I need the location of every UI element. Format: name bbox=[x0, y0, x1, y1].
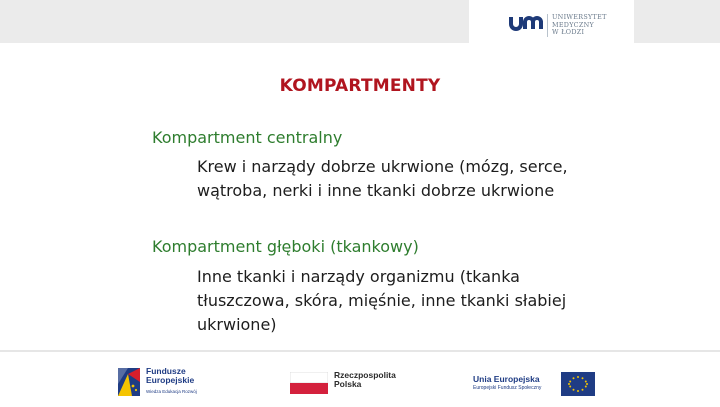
unia-europejska-text: Unia Europejska bbox=[473, 374, 540, 384]
unia-europejska-logo bbox=[473, 370, 603, 398]
europejskie-text: Europejskie bbox=[146, 375, 195, 385]
body-line: ukrwione) bbox=[197, 315, 277, 334]
slide-title bbox=[0, 76, 720, 96]
footer-logos bbox=[0, 350, 720, 407]
slide-title-text: KOMPARTMENTY bbox=[279, 76, 441, 96]
fundusze-europejskie-icon bbox=[118, 368, 142, 398]
rzeczpospolita-polska-logo bbox=[290, 368, 410, 400]
body-line: tłuszczowa, skóra, mięśnie, inne tkanki słabiej bbox=[197, 291, 567, 310]
body-line: Krew i narządy dobrze ukrwione (mózg, serce, bbox=[197, 157, 568, 176]
section-body-deep bbox=[197, 265, 597, 337]
university-name-line: UNIWERSYTET bbox=[552, 13, 607, 21]
university-name-line: MEDYCZNY bbox=[552, 20, 594, 29]
section-body-central bbox=[197, 155, 597, 203]
fundusze-europejskie-logo bbox=[118, 366, 238, 400]
section-heading-deep: Kompartment głęboki (tkankowy) bbox=[152, 237, 419, 256]
polska-text: Polska bbox=[334, 379, 362, 389]
efs-text: Europejski Fundusz Społeczny bbox=[473, 385, 542, 391]
section-heading-central: Kompartment centralny bbox=[152, 128, 343, 147]
university-logo bbox=[469, 0, 634, 43]
header-band bbox=[0, 0, 720, 43]
polish-flag-icon bbox=[290, 372, 328, 394]
fundusze-tagline: Wiedza Edukacja Rozwój bbox=[146, 389, 197, 394]
body-line: Inne tkanki i narządy organizmu (tkanka bbox=[197, 267, 520, 286]
university-name-line: W ŁODZI bbox=[552, 28, 585, 37]
body-line: wątroba, nerki i inne tkanki dobrze ukrwione bbox=[197, 181, 555, 200]
rzeczpospolita-text: Rzeczpospolita bbox=[334, 370, 396, 380]
um-logo-icon bbox=[509, 15, 543, 31]
eu-flag-icon bbox=[561, 372, 595, 396]
fundusze-text: Fundusze bbox=[146, 366, 186, 376]
university-name bbox=[547, 14, 612, 37]
